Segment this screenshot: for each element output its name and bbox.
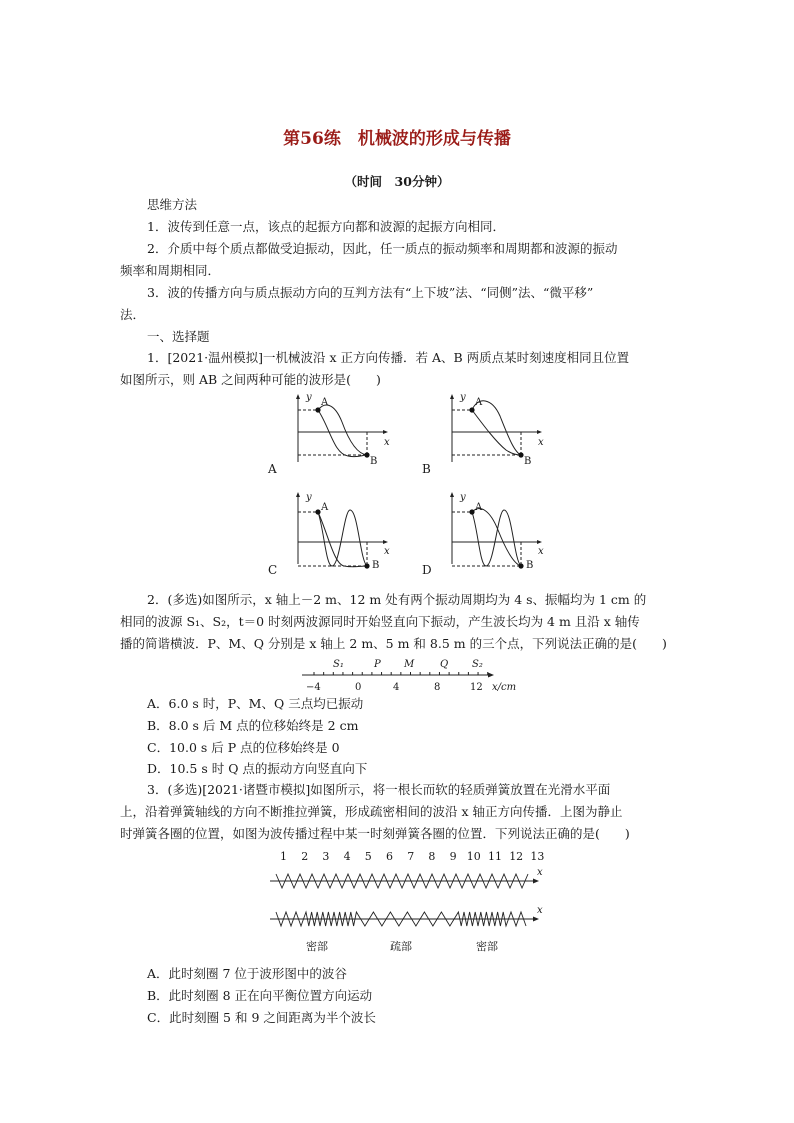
q1-option-b-label: B — [422, 462, 431, 476]
q1-stem-line-1: 1．[2021·温州模拟]一机械波沿 x 正方向传播．若 A、B 两质点某时刻速度相同且位置 — [147, 350, 630, 365]
q3-dense-label-2: 密部 — [476, 940, 498, 953]
q1-option-a-label: A — [268, 462, 277, 476]
q2-stem-line-2: 相同的波源 S₁、S₂，t＝0 时刻两波源同时开始竖直向下振动，产生波长均为 4 m 且沿 x 轴传 — [120, 614, 640, 629]
q2-label-s1: S₁ — [333, 659, 344, 670]
q1-d-x-label: x — [538, 546, 544, 557]
q1-option-d-graph — [416, 490, 556, 580]
q3-sparse-label: 疏部 — [390, 940, 412, 953]
q1-a-y-label: y — [306, 392, 312, 403]
q1-option-c-graph — [262, 490, 402, 580]
method-point-1: 1．波传到任意一点，该点的起振方向都和波源的起振方向相同． — [147, 219, 505, 234]
q3-option-b: B．此时刻圈 8 正在向平衡位置方向运动 — [147, 988, 373, 1003]
q3-coil-number: 2 — [301, 850, 309, 863]
q2-label-s2: S₂ — [472, 659, 483, 670]
q2-label-q: Q — [440, 659, 449, 670]
method-heading: 思维方法 — [147, 197, 198, 212]
q2-tick-8: 8 — [434, 682, 441, 693]
q3-coil-number: 12 — [509, 850, 524, 863]
q1-b-point-a: A — [475, 397, 483, 408]
method-point-3-line-2: 法． — [120, 307, 146, 322]
q1-a-x-label: x — [384, 437, 390, 448]
q1-a-point-b: B — [370, 456, 378, 467]
q1-c-x-label: x — [384, 546, 390, 557]
q3-coil-number: 5 — [364, 850, 372, 863]
q2-option-d: D．10.5 s 时 Q 点的振动方向竖直向下 — [147, 761, 368, 776]
q2-tick-0: 0 — [355, 682, 362, 693]
q1-c-y-label: y — [306, 492, 312, 503]
q1-d-point-a: A — [475, 502, 483, 513]
q3-coil-number: 6 — [386, 850, 393, 863]
q2-option-b: B．8.0 s 后 M 点的位移始终是 2 cm — [147, 718, 359, 733]
q3-dense-label-1: 密部 — [306, 940, 328, 953]
q3-coil-number: 13 — [530, 850, 545, 863]
q2-tick-4: 4 — [393, 682, 400, 693]
q3-stem-line-3: 时弹簧各圈的位置，如图为波传播过程中某一时刻弹簧各圈的位置．下列说法正确的是( ) — [120, 826, 630, 841]
q3-option-a: A．此时刻圈 7 位于波形图中的波谷 — [147, 966, 347, 981]
q3-coil-number: 9 — [449, 850, 457, 863]
q1-c-point-a: A — [321, 502, 329, 513]
q3-stem-line-1: 3．(多选)[2021·诸暨市模拟]如图所示，将一根长而软的轻质弹簧放置在光滑水平面 — [147, 782, 611, 797]
q1-b-x-label: x — [538, 437, 544, 448]
q2-option-a: A．6.0 s 时，P、M、Q 三点均已振动 — [147, 696, 364, 711]
q3-coil-number: 10 — [466, 850, 481, 863]
q2-tick--4: −4 — [306, 682, 321, 693]
q2-stem-line-3: 播的简谐横波．P、M、Q 分别是 x 轴上 2 m、5 m 和 8.5 m 的三个点，下列说法正确的是( ) — [120, 636, 667, 651]
q3-option-c: C．此时刻圈 5 和 9 之间距离为半个波长 — [147, 1010, 376, 1025]
q1-d-y-label: y — [460, 492, 466, 503]
q1-d-point-b: B — [526, 560, 534, 571]
q3-coil-number: 7 — [407, 850, 415, 863]
q2-option-c: C．10.0 s 后 P 点的位移始终是 0 — [147, 740, 340, 755]
q2-label-p: P — [374, 659, 381, 670]
q1-b-point-b: B — [524, 456, 532, 467]
q3-coil-number: 11 — [488, 850, 502, 863]
q3-top-x-label: x — [537, 867, 543, 878]
q2-label-m: M — [404, 659, 415, 670]
q3-spring-diagram — [266, 846, 556, 958]
method-point-2-line-2: 频率和周期相同． — [120, 263, 221, 278]
q3-coil-number: 8 — [428, 850, 436, 863]
q1-a-point-a: A — [321, 397, 329, 408]
q3-coil-number: 1 — [280, 850, 287, 863]
q1-option-a-graph — [262, 392, 402, 478]
q3-coil-number: 3 — [322, 850, 330, 863]
q2-tick-12: 12 — [470, 682, 483, 693]
q2-stem-line-1: 2．(多选)如图所示，x 轴上－2 m、12 m 处有两个振动周期均为 4 s、振幅均为 1 cm 的 — [147, 592, 647, 607]
q1-c-point-b: B — [372, 560, 380, 571]
q2-number-line — [300, 654, 530, 694]
q1-stem-line-2: 如图所示，则 AB 之间两种可能的波形是( ) — [120, 372, 381, 387]
time-limit: （时间 30分钟） — [344, 174, 450, 189]
q2-axis-unit: x/cm — [492, 682, 517, 693]
method-point-2-line-1: 2．介质中每个质点都做受迫振动，因此，任一质点的振动频率和周期都和波源的振动 — [147, 241, 618, 256]
q1-b-y-label: y — [460, 392, 466, 403]
q3-coil-number: 4 — [343, 850, 351, 863]
q1-option-b-graph — [416, 392, 556, 478]
page-title: 第56练 机械波的形成与传播 — [283, 129, 511, 149]
q3-bottom-x-label: x — [537, 905, 543, 916]
q1-option-d-label: D — [422, 563, 432, 577]
section-heading: 一、选择题 — [147, 329, 210, 344]
method-point-3-line-1: 3．波的传播方向与质点振动方向的互判方法有“上下坡”法、“同侧”法、“微平移” — [147, 285, 594, 300]
q1-option-c-label: C — [268, 563, 278, 577]
q3-stem-line-2: 上，沿着弹簧轴线的方向不断推拉弹簧，形成疏密相间的波沿 x 轴正方向传播．上图为静止 — [120, 804, 623, 819]
